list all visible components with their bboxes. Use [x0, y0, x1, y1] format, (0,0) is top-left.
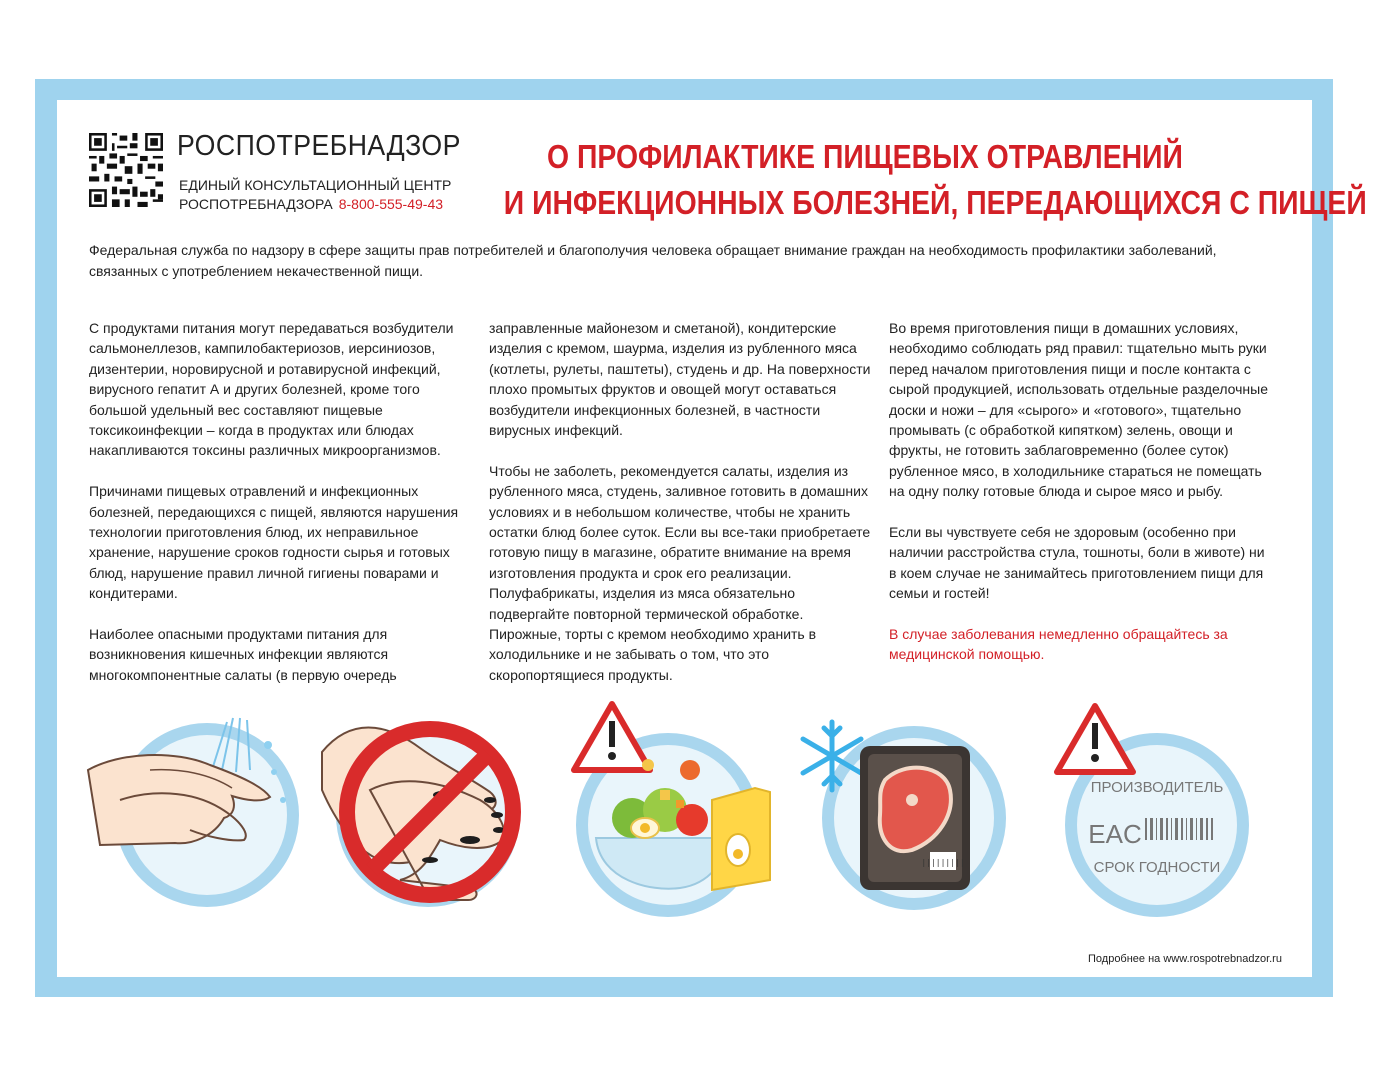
- paragraph: Во время приготовления пищи в домашних условиях, необходимо соблюдать ряд правил: тщательно мыть руки перед началом приготовления пищи и после контакта с сырой продукцией, использовать отдельные разделочные доски и ножи – для «сырого» и «готового», тщательно промывать (с обработкой кипятком) зелень, овощи и фрукты, не готовить заблаговременно (более суток) рубленное мясо, в холодильнике стараться не помещать на одну полку готовые блюда и сырое мясо и рыбу.: [889, 320, 1268, 500]
- medical-help-alert: В случае заболевания немедленно обращайтесь за медицинской помощью.: [889, 626, 1228, 663]
- paragraph: Если вы чувствуете себя не здоровым (особенно при наличии расстройства стула, тошноты, боли в животе) ни в коем случае не занимайтесь приготовлением пищи для семьи и гостей!: [889, 524, 1265, 602]
- paragraph: Чтобы не заболеть, рекомендуется салаты, изделия из рубленного мяса, студень, заливное готовить в домашних условиях и в небольшом количестве, чтобы не хранить остатки блюд более суток. Если вы все-таки приобретаете готовую пищу в магазине, обратите внимание на время изготовления продукта и срок его реализации. Полуфабрикаты, изделия из мяса обязательно подвергайте повторной термической обработке. Пирожные, торты с кремом необходимо хранить в холодильнике и не забывать о том, что это скоропортящиеся продукты.: [489, 462, 871, 683]
- product-label-icon: [1057, 706, 1243, 911]
- poster-title: [503, 134, 1367, 226]
- frozen-meat-icon: [803, 722, 1000, 904]
- eac-mark: EAC: [1088, 819, 1142, 849]
- manufacturer-label: ПРОИЗВОДИТЕЛЬ: [1090, 779, 1224, 796]
- paragraph: заправленные майонезом и сметаной), кондитерские изделия с кремом, шаурма, изделия из рубленного мяса (котлеты, рулеты, паштеты), студень и др. На поверхности плохо промытых фруктов и овощей могут оставаться возбудители инфекционных болезней, в частности вирусных инфекций.: [489, 320, 871, 439]
- consultation-center: [179, 176, 451, 214]
- dirty-hands-prohibited-icon: [322, 728, 514, 902]
- poster-title-line1: О ПРОФИЛАКТИКЕ ПИЩЕВЫХ ОТРАВЛЕНИЙ: [547, 138, 1183, 175]
- org-name: РОСПОТРЕБНАДЗОР: [177, 130, 461, 162]
- paragraph: Причинами пищевых отравлений и инфекционных болезней, передающихся с пищей, являются нарушения технологии приготовления блюд, их неправильное хранение, нарушение сроков годности сырья и готовых блюд, нарушение правил личной гигиены поварами и кондитерами.: [89, 483, 459, 602]
- poster-title-line2: И ИНФЕКЦИОННЫХ БОЛЕЗНЕЙ, ПЕРЕДАЮЩИХСЯ С ПИЩЕЙ: [503, 184, 1367, 221]
- consultation-center-line1: ЕДИНЫЙ КОНСУЛЬТАЦИОННЫЙ ЦЕНТР: [179, 177, 452, 193]
- consultation-center-line2: [179, 195, 451, 214]
- meat-barcode-label: |||||||||: [921, 858, 965, 867]
- hand-washing-icon: [88, 718, 293, 901]
- text-column-1: [89, 318, 474, 706]
- qr-code-icon: [89, 133, 163, 207]
- intro-paragraph: Федеральная служба по надзору в сфере защиты прав потребителей и благополучия человека обращает внимание граждан на необходимость профилактики заболеваний, связанных с употреблением некачественной пищи.: [89, 242, 1217, 279]
- consultation-center-name: РОСПОТРЕБНАДЗОРА: [179, 196, 333, 212]
- salad-warning-icon: [574, 704, 770, 911]
- website-link[interactable]: Подробнее на www.rospotrebnadzor.ru: [1088, 953, 1282, 965]
- paragraph: С продуктами питания могут передаваться возбудители сальмонеллезов, кампилобактериозов, иерсиниозов, дизентерии, норовирусной и ротавирусной инфекций, вирусного гепатит А и других болезней, кроме того большой удельный вес составляют пищевые токсикоинфекции – когда в продуктах или блюдах накапливаются токсины различных микроорганизмов.: [89, 320, 454, 459]
- text-column-2: [489, 318, 874, 706]
- hotline-phone: 8-800-555-49-43: [338, 196, 444, 212]
- paragraph: Наиболее опасными продуктами питания для возникновения кишечных инфекции являются многокомпонентные салаты (в первую очередь: [89, 626, 397, 683]
- expiry-label: СРОК ГОДНОСТИ: [1093, 859, 1221, 876]
- text-column-3: [889, 318, 1269, 685]
- illustration-row: [0, 690, 1382, 950]
